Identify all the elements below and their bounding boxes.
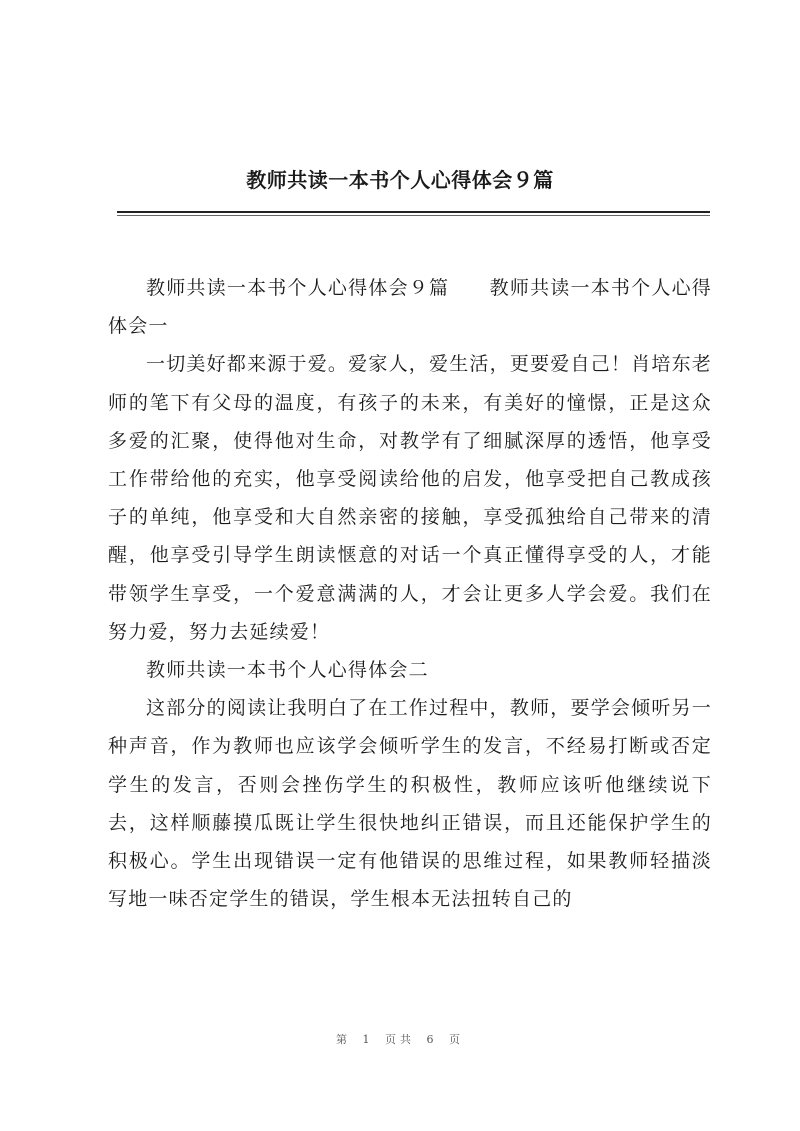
title-divider [117, 211, 710, 213]
paragraph: 一切美好都来源于爱。爱家人，爱生活，更要爱自己！肖培东老师的笔下有父母的温度，有孩子的未来，有美好的憧憬，正是这众多爱的汇聚，使得他对生命，对教学有了细腻深厚的透悟，他享受工作带给他的充实，他享受阅读给他的启发，他享受把自己教成孩子的单纯，他享受和大自然亲密的接触，享受孤独给自己带来的清醒，他享受引导学生朗读惬意的对话一个真正懂得享受的人，才能带领学生享受，一个爱意满满的人，才会让更多人学会爱。我们在努力爱，努力去延续爱！ [108, 353, 712, 643]
paragraph: 教师共读一本书个人心得体会９篇 教师共读一本书个人心得体会一 [108, 277, 712, 338]
document-title: 教师共读一本书个人心得体会９篇 [246, 168, 554, 192]
document-body [108, 269, 712, 918]
page-footer: 第 1 页共 6 页 [336, 1033, 464, 1046]
paragraph: 这部分的阅读让我明白了在工作过程中，教师，要学会倾听另一种声音，作为教师也应该学会倾听学生的发言，不经易打断或否定学生的发言，否则会挫伤学生的积极性，教师应该听他继续说下去，这样顺藤摸瓜既让学生很快地纠正错误，而且还能保护学生的积极心。学生出现错误一定有他错误的思维过程，如果教师轻描淡写地一味否定学生的错误，学生根本无法扭转自己的 [108, 697, 712, 911]
paragraph: 教师共读一本书个人心得体会二 [146, 659, 429, 682]
title-divider-thin [117, 215, 710, 216]
